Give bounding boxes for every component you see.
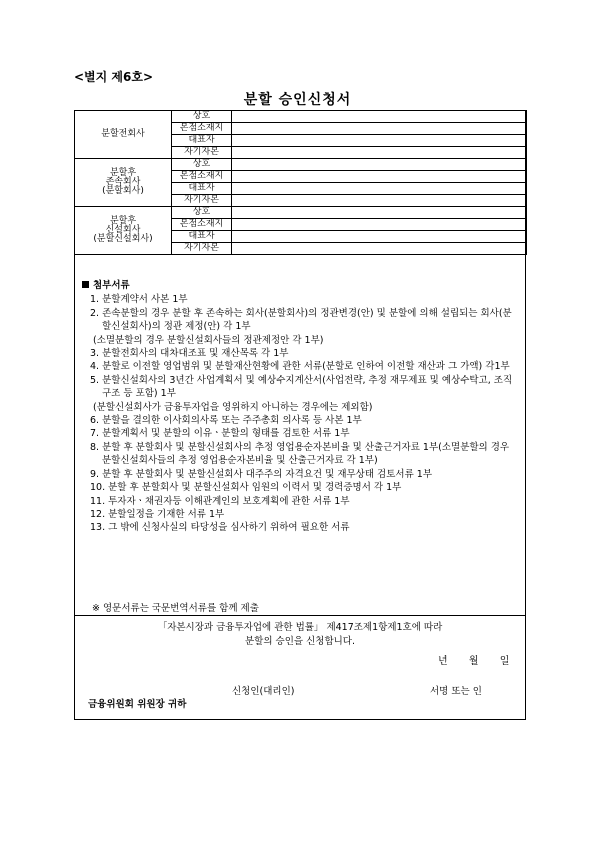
attachment-item: 10. 분할 후 분할회사 및 분할신설회사 임원의 이력서 및 경력증명서 각 1부 bbox=[90, 482, 402, 494]
section-divider bbox=[74, 615, 526, 616]
field-label: 대표자 bbox=[172, 231, 232, 243]
info-row bbox=[75, 111, 527, 123]
field-label: 상호 bbox=[172, 207, 232, 219]
attachment-item: 3. 분할전회사의 대차대조표 및 재산목록 각 1부 bbox=[90, 348, 289, 360]
addressee: 금융위원회 위원장 귀하 bbox=[88, 699, 187, 710]
field-value-input[interactable] bbox=[232, 243, 527, 255]
field-value-input[interactable] bbox=[232, 207, 527, 219]
field-value-input[interactable] bbox=[232, 231, 527, 243]
field-label: 본점소재지 bbox=[172, 123, 232, 135]
attachment-item: 11. 투자자ㆍ채권자등 이해관계인의 보호계획에 관한 서류 1부 bbox=[90, 495, 350, 507]
document-title: 분할 승인신청서 bbox=[243, 92, 352, 108]
date-day: 일 bbox=[499, 656, 510, 667]
date-year: 년 bbox=[438, 656, 448, 667]
date-month: 월 bbox=[468, 656, 479, 667]
field-value-input[interactable] bbox=[232, 219, 527, 231]
field-label: 상호 bbox=[172, 111, 232, 123]
attachment-item: 13. 그 밖에 신청사실의 타당성을 심사하기 위하여 필요한 서류 bbox=[90, 522, 350, 534]
field-label: 본점소재지 bbox=[172, 171, 232, 183]
attachment-item: 5. 분할신설회사의 3년간 사업계획서 및 예상수지계산서(사업전략, 추정 재무제표 및 예상수탁고, 조직구조 등 포함) 1부 bbox=[90, 374, 513, 400]
translation-note: ※ 영문서류는 국문번역서류를 함께 제출 bbox=[92, 603, 259, 614]
party-label: 분할후 신설회사 (분할신설회사) bbox=[75, 207, 172, 255]
attachments-list bbox=[82, 293, 520, 534]
info-row bbox=[75, 207, 527, 219]
field-value-input[interactable] bbox=[232, 159, 527, 171]
sign-label: 서명 또는 인 bbox=[430, 686, 482, 697]
attachment-item: 12. 분할일정을 기재한 서류 1부 bbox=[90, 508, 225, 520]
applicant-label[interactable]: 신청인(대리인) bbox=[232, 686, 295, 697]
field-value-input[interactable] bbox=[232, 195, 527, 207]
field-label: 본점소재지 bbox=[172, 219, 232, 231]
field-label: 대표자 bbox=[172, 135, 232, 147]
attachment-item: 1. 분할계약서 사본 1부 bbox=[90, 294, 188, 306]
party-label: 분할전회사 bbox=[75, 111, 172, 159]
attachment-item: 8. 분할 후 분할회사 및 분할신설회사의 추정 영업용순자본비율 및 산출근거자료 1부(소멸분할의 경우 분할신설회사들의 추정 영업용순자본비율 및 산출근거자료 각 1부) bbox=[90, 441, 510, 467]
field-label: 자기자본 bbox=[172, 243, 232, 255]
field-value-input[interactable] bbox=[232, 111, 527, 123]
field-label: 대표자 bbox=[172, 183, 232, 195]
field-label: 자기자본 bbox=[172, 195, 232, 207]
attachment-item: 2. 존속분할의 경우 분할 후 존속하는 회사(분할회사)의 정관변경(안) 및 분할에 의해 설립되는 회사(분할신설회사)의 정관 제정(안) 각 1부 bbox=[90, 307, 512, 333]
date-line[interactable] bbox=[438, 652, 509, 667]
field-value-input[interactable] bbox=[232, 123, 527, 135]
attachment-item: 9. 분할 후 분할회사 및 분할신설회사 대주주의 자격요건 및 재무상태 검토서류 1부 bbox=[90, 468, 432, 480]
field-value-input[interactable] bbox=[232, 135, 527, 147]
party-label: 분할후 존속회사 (분할회사) bbox=[75, 159, 172, 207]
declaration-line-1: 「자본시장과 금융투자업에 관한 법률」 제417조제1항제1호에 따라 bbox=[157, 622, 443, 633]
attachment-item: (분할신설회사가 금융투자업을 영위하지 아니하는 경우에는 제외함) bbox=[93, 401, 373, 413]
attachment-item: 6. 분할을 결의한 이사회의사록 또는 주주총회 의사록 등 사본 1부 bbox=[90, 415, 362, 427]
form-number: <별지 제6호> bbox=[74, 70, 154, 84]
field-label: 자기자본 bbox=[172, 147, 232, 159]
attachment-item: 4. 분할로 이전할 영업범위 및 분할재산현황에 관한 서류(분할로 인하여 이전할 재산과 그 가액) 각1부 bbox=[90, 361, 510, 373]
company-info-table bbox=[74, 110, 527, 255]
field-value-input[interactable] bbox=[232, 147, 527, 159]
field-value-input[interactable] bbox=[232, 183, 527, 195]
attachment-item: 7. 분할계획서 및 분할의 이유ㆍ분할의 형태를 검토한 서류 1부 bbox=[90, 428, 350, 440]
square-bullet-icon bbox=[82, 281, 89, 288]
info-row bbox=[75, 159, 527, 171]
declaration-line-2: 분할의 승인을 신청합니다. bbox=[244, 636, 355, 647]
field-label: 상호 bbox=[172, 159, 232, 171]
declaration bbox=[74, 621, 526, 649]
attachments-heading bbox=[82, 279, 520, 292]
attachments-heading-text: 첨부서류 bbox=[93, 280, 130, 291]
field-value-input[interactable] bbox=[232, 171, 527, 183]
attachment-item: (소멸분할의 경우 분할신설회사들의 정관제정안 각 1부) bbox=[93, 334, 324, 346]
attachments-section bbox=[82, 279, 520, 535]
